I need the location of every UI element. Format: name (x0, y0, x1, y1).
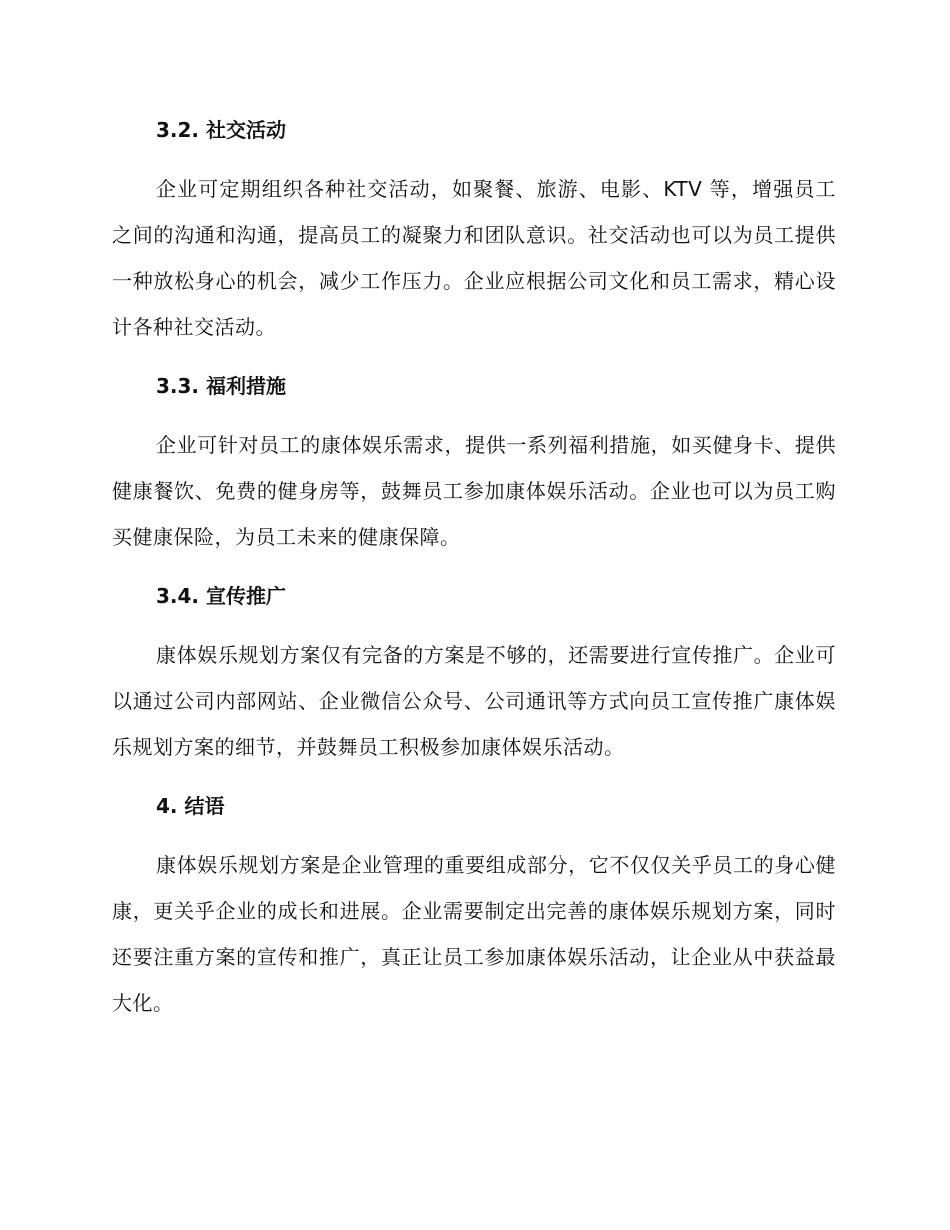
section-conclusion (112, 784, 836, 1026)
section-promotion (112, 574, 836, 770)
section-paragraph: 康体娱乐规划方案是企业管理的重要组成部分，它不仅仅关乎员工的身心健康，更关乎企业的成长和进展。企业需要制定出完善的康体娱乐规划方案，同时还要注重方案的宣传和推广，真正让员工参加康体娱乐活动，让企业从中获益最大化。 (112, 853, 836, 1015)
section-welfare-measures (112, 364, 836, 560)
section-paragraph: 企业可定期组织各种社交活动，如聚餐、旅游、电影、KTV 等，增强员工之间的沟通和沟通，提高员工的凝聚力和团队意识。社交活动也可以为员工提供一种放松身心的机会，减少工作压力。企业应根据公司文化和员工需求，精心设计各种社交活动。 (112, 177, 836, 339)
section-social-activities (112, 108, 836, 350)
document-page (112, 108, 836, 1040)
section-heading: 3.2. 社交活动 (156, 118, 286, 142)
section-paragraph: 康体娱乐规划方案仅有完备的方案是不够的，还需要进行宣传推广。企业可以通过公司内部网站、企业微信公众号、公司通讯等方式向员工宣传推广康体娱乐规划方案的细节，并鼓舞员工积极参加康体娱乐活动。 (112, 643, 836, 759)
section-heading: 4. 结语 (156, 794, 225, 818)
section-paragraph: 企业可针对员工的康体娱乐需求，提供一系列福利措施，如买健身卡、提供健康餐饮、免费的健身房等，鼓舞员工参加康体娱乐活动。企业也可以为员工购买健康保险，为员工未来的健康保障。 (112, 433, 836, 549)
section-heading: 3.3. 福利措施 (156, 374, 286, 398)
section-heading: 3.4. 宣传推广 (156, 584, 286, 608)
